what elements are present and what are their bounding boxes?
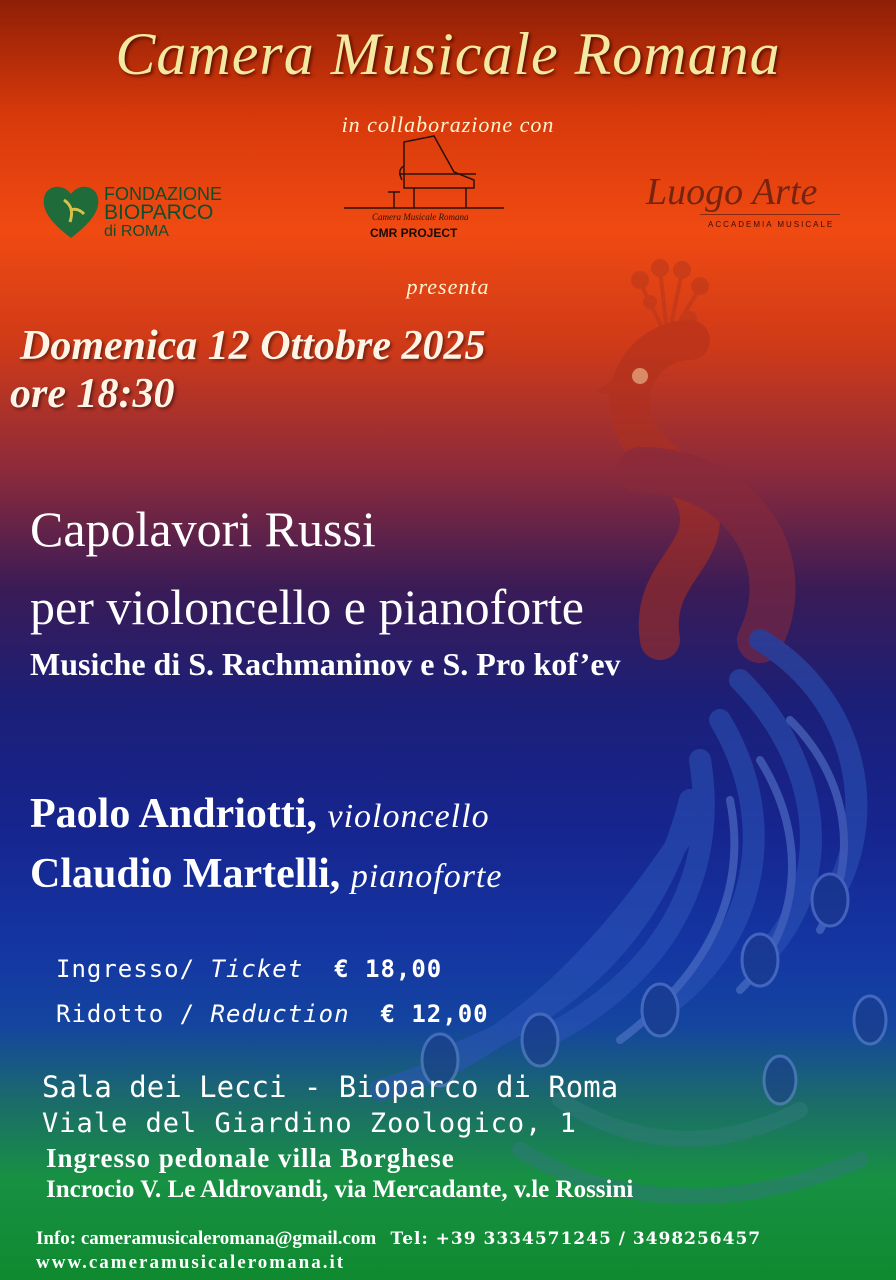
cmr-project-logo — [344, 132, 514, 248]
concert-subtitle: Musiche di S. Rachmaninov e S. Pro kof’ev — [30, 646, 621, 682]
ticket-label-en: Ticket — [210, 955, 304, 983]
presents-text: presenta — [406, 274, 490, 299]
venue-entrance: Ingresso pedonale villa Borghese — [46, 1143, 455, 1173]
performer-name: Paolo Andriotti, — [30, 791, 318, 837]
cmr-script: Camera Musicale Romana — [372, 212, 469, 222]
venue-address: Viale del Giardino Zoologico, 1 — [42, 1108, 577, 1139]
ticket-price — [56, 955, 442, 983]
website-link[interactable]: www.cameramusicaleromana.it — [36, 1252, 346, 1273]
contact-info — [36, 1228, 761, 1250]
contact-phone[interactable]: Tel: +39 3334571245 / 3498256457 — [390, 1229, 762, 1249]
luogo-arte-name: Luogo Arte — [646, 171, 818, 213]
performer-role: violoncello — [327, 798, 490, 835]
reduced-amount: € 12,00 — [380, 1000, 489, 1028]
contact-email[interactable]: Info: cameramusicaleromana@gmail.com — [36, 1228, 377, 1249]
grand-piano-icon — [344, 132, 514, 222]
performer-role: pianoforte — [350, 858, 503, 895]
organization-title: Camera Musicale Romana — [115, 21, 781, 87]
venue-crossing: Incrocio V. Le Aldrovandi, via Mercadante, v.le Rossini — [46, 1176, 634, 1203]
performer-piano — [30, 850, 502, 898]
luogo-arte-logo — [640, 170, 850, 240]
reduced-label: Ridotto / — [56, 1000, 196, 1028]
reduced-price — [56, 1000, 489, 1028]
performer-cello — [30, 790, 490, 838]
luogo-arte-tagline: ACCADEMIA MUSICALE — [708, 220, 835, 229]
bioparco-line3: di ROMA — [104, 223, 169, 240]
concert-date: Domenica 12 Ottobre 2025 — [20, 323, 486, 369]
luogo-arte-rule — [700, 214, 840, 215]
reduced-label-en: Reduction — [210, 1000, 350, 1028]
bioparco-line2: BIOPARCO — [104, 201, 214, 224]
venue-name: Sala dei Lecci - Bioparco di Roma — [42, 1070, 619, 1104]
concert-title-line1: Capolavori Russi — [30, 501, 376, 557]
performer-name: Claudio Martelli, — [30, 851, 341, 897]
bioparco-line1: FONDAZIONE — [104, 184, 223, 204]
bioparco-logo — [40, 178, 240, 244]
heart-icon — [40, 180, 102, 242]
concert-time: ore 18:30 — [10, 371, 175, 417]
ticket-amount: € 18,00 — [334, 955, 443, 983]
ticket-label: Ingresso/ — [56, 955, 196, 983]
cmr-label: CMR PROJECT — [370, 226, 458, 240]
concert-title-line2: per violoncello e pianoforte — [30, 579, 584, 635]
collaboration-text: in collaborazione con — [341, 112, 555, 137]
